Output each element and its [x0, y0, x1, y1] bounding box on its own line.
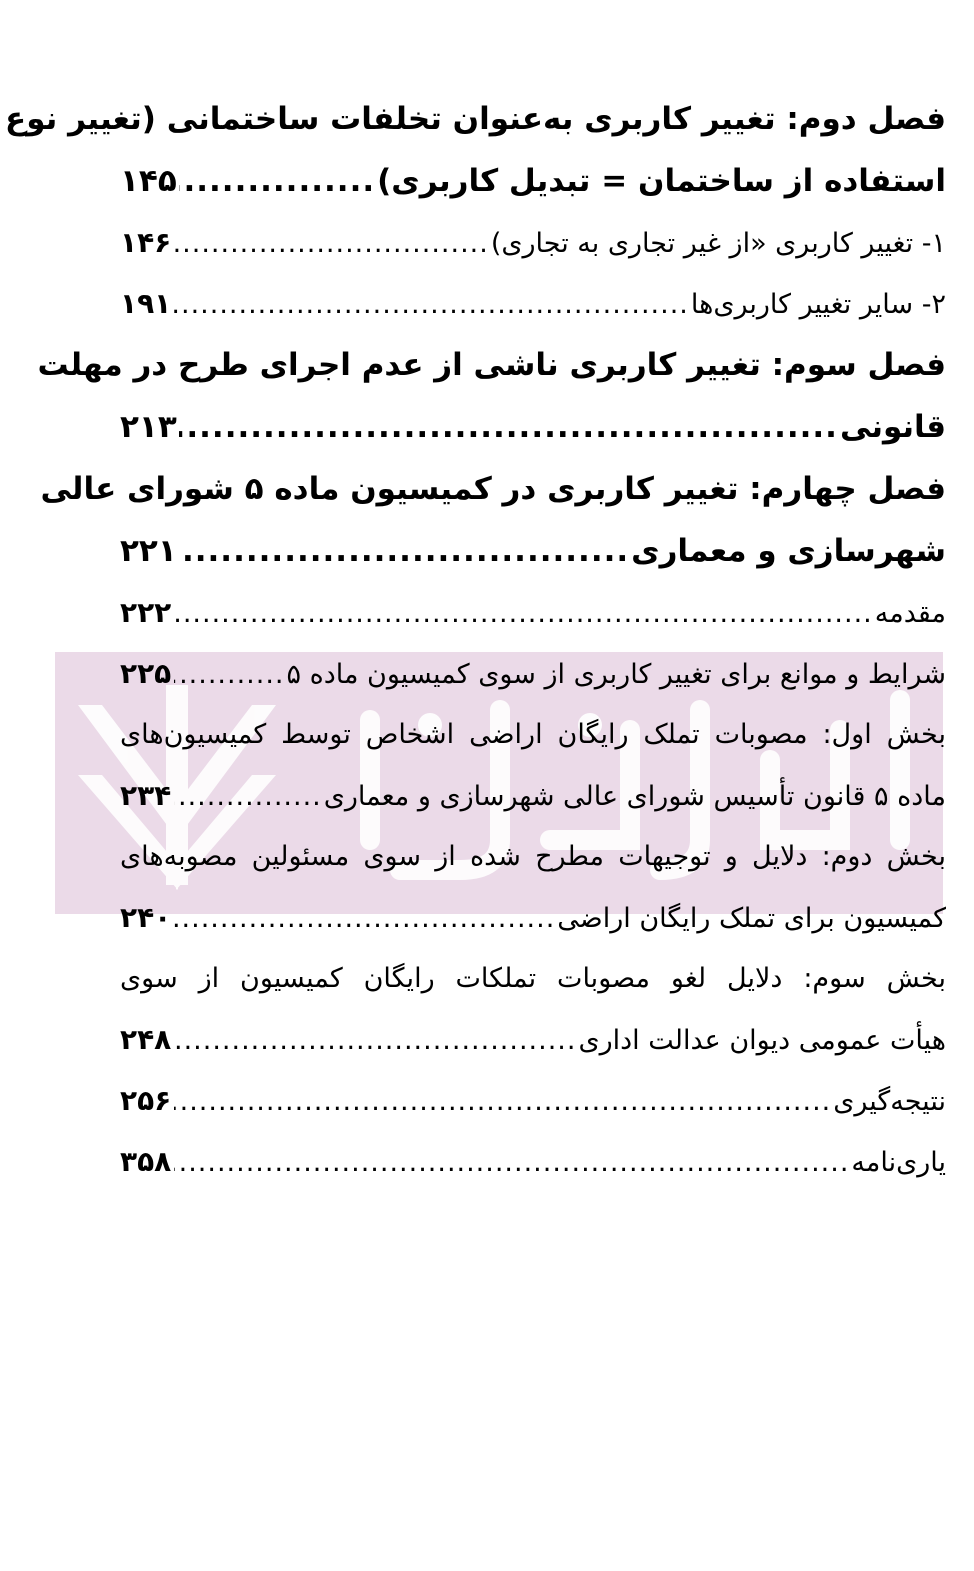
toc-entry-title: قانونی [839, 409, 946, 445]
toc-page-number: ۲۲۲ [120, 596, 172, 629]
dot-leader [179, 520, 629, 582]
toc-entry-title: استفاده از ساختمان = تبدیل کاربری) [377, 163, 946, 199]
toc-entry [120, 1070, 946, 1131]
dot-leader [174, 1010, 576, 1071]
toc-entry-title: نتیجه‌گیری [833, 1086, 946, 1117]
toc-page-number: ۱۹۱ [120, 287, 172, 320]
toc-entry-title: شهرسازی و معماری [631, 533, 946, 569]
toc-entry [120, 704, 946, 826]
toc-entry [120, 582, 946, 643]
table-of-contents [5, 88, 946, 1192]
toc-page-number: ۲۳۴ [120, 779, 172, 812]
dot-leader [174, 888, 555, 949]
dot-leader [174, 766, 322, 827]
toc-entry-title-line: فصل چهارم: تغییر کاربری در کمیسیون ماده ۵ شورای عالی [40, 471, 946, 507]
toc-entry [120, 1131, 946, 1192]
toc-entry-title: هیأت عمومی دیوان عدالت اداری [578, 1025, 946, 1056]
toc-page-number: ۱۴۵ [120, 163, 177, 199]
toc-entry [120, 643, 946, 704]
toc-entry [5, 88, 946, 212]
dot-leader [179, 150, 375, 212]
toc-entry [120, 826, 946, 948]
toc-entry-title: ماده ۵ قانون تأسیس شورای عالی شهرسازی و معماری [323, 781, 946, 812]
toc-page-number: ۳۵۸ [120, 1145, 172, 1178]
dot-leader [174, 583, 873, 644]
dot-leader [179, 396, 838, 458]
toc-entry-title: ۱- تغییر کاربری «از غیر تجاری به تجاری) [490, 228, 946, 259]
toc-entry-title-line: بخش دوم: دلایل و توجیهات مطرح شده از سوی مسئولین مصوبه‌های [120, 841, 946, 872]
toc-entry-title-line: بخش سوم: دلایل لغو مصوبات تملکات رایگان کمیسیون از سوی [120, 963, 946, 994]
toc-entry [37, 334, 946, 458]
toc-entry [120, 212, 946, 273]
dot-leader [174, 644, 284, 705]
toc-page-number: ۲۲۱ [120, 533, 177, 569]
toc-entry-title: یاری‌نامه [851, 1147, 946, 1178]
toc-page-number: ۲۴۸ [120, 1023, 172, 1056]
toc-entry-title: مقدمه [874, 598, 946, 629]
toc-page-number: ۲۵۶ [120, 1084, 172, 1117]
toc-entry-title-line: فصل سوم: تغییر کاربری ناشی از عدم اجرای طرح در مهلت [37, 347, 946, 383]
toc-entry-title: کمیسیون برای تملک رایگان اراضی [557, 903, 946, 934]
dot-leader [174, 1132, 849, 1193]
dot-leader [174, 1071, 831, 1132]
toc-entry-title: ۲- سایر تغییر کاربری‌ها [690, 289, 946, 320]
toc-page-number: ۲۲۵ [120, 657, 172, 690]
dot-leader [174, 274, 689, 335]
toc-entry [40, 458, 946, 582]
toc-entry-title-line: فصل دوم: تغییر کاربری به‌عنوان تخلفات ساختمانی (تغییر نوع [5, 101, 946, 137]
toc-entry [120, 273, 946, 334]
dot-leader [174, 213, 489, 274]
toc-entry-title-line: بخش اول: مصوبات تملک رایگان اراضی اشخاص توسط کمیسیون‌های [120, 719, 946, 750]
toc-page-number: ۲۱۳ [120, 409, 177, 445]
toc-entry [120, 948, 946, 1070]
toc-entry-title: شرایط و موانع برای تغییر کاربری از سوی کمیسیون ماده ۵ [286, 659, 946, 690]
toc-page-number: ۱۴۶ [120, 226, 172, 259]
toc-page-number: ۲۴۰ [120, 901, 172, 934]
